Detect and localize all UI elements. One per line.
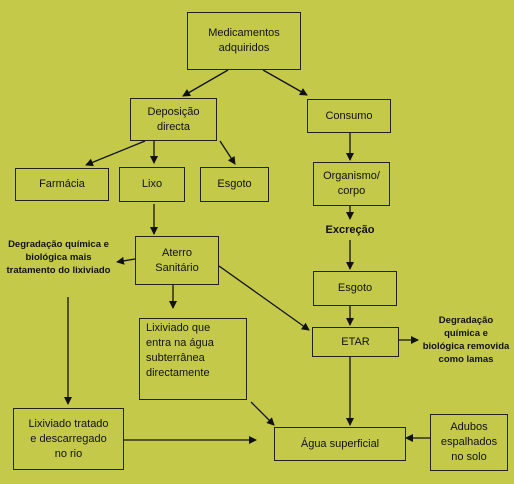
node-label: Lixo xyxy=(141,178,163,190)
node-label: Consumo xyxy=(325,109,373,122)
node-etar xyxy=(312,327,399,357)
node-label: Aterro Sanitário xyxy=(155,246,199,274)
node-label: Esgoto xyxy=(217,178,252,190)
arrow-aterro-degradacao xyxy=(117,259,135,262)
node-label: Lixiviado que entra na água subterrânea directamente xyxy=(146,322,214,379)
arrow-deposicao-farmacia xyxy=(86,141,145,165)
node-esgoto-mid xyxy=(313,271,397,306)
node-label: Organismo/ corpo xyxy=(323,170,380,197)
node-lixo xyxy=(119,167,185,202)
node-label: Medicamentos adquiridos xyxy=(208,27,280,54)
arrow-lixiviado-agua xyxy=(251,402,274,425)
node-label: Farmácia xyxy=(39,178,85,190)
node-agua-superficial xyxy=(274,427,406,461)
node-label: Deposição directa xyxy=(147,105,200,133)
node-deposicao-directa xyxy=(130,98,217,141)
node-consumo xyxy=(307,99,391,133)
node-lixiviado-entra xyxy=(139,318,247,400)
node-label: Esgoto xyxy=(337,282,373,294)
node-lixiviado-tratado xyxy=(13,408,124,470)
label-excrecao: Excreção xyxy=(325,224,375,236)
label-degradacao-left: Degradação química e biológica mais tratamento do lixiviado xyxy=(6,239,111,276)
node-label: Lixiviado tratado e descarregado no rio xyxy=(28,417,109,460)
arrow-medicamentos-deposicao xyxy=(183,70,228,96)
node-medicamentos-adquiridos xyxy=(187,12,301,70)
node-label: ETAR xyxy=(341,335,370,348)
node-label: Adubos espalhados no solo xyxy=(440,421,498,463)
arrow-deposicao-esgoto xyxy=(220,141,235,164)
node-adubos-espalhados xyxy=(430,414,508,471)
node-farmacia xyxy=(15,168,109,201)
label-degradacao-right: Degradação química e biológica removida como lamas xyxy=(422,315,510,365)
node-label: Água superficial xyxy=(300,437,380,450)
node-esgoto-top xyxy=(200,167,269,202)
node-aterro-sanitario xyxy=(135,236,219,285)
node-organismo-corpo xyxy=(313,162,390,206)
arrow-medicamentos-consumo xyxy=(263,70,307,95)
